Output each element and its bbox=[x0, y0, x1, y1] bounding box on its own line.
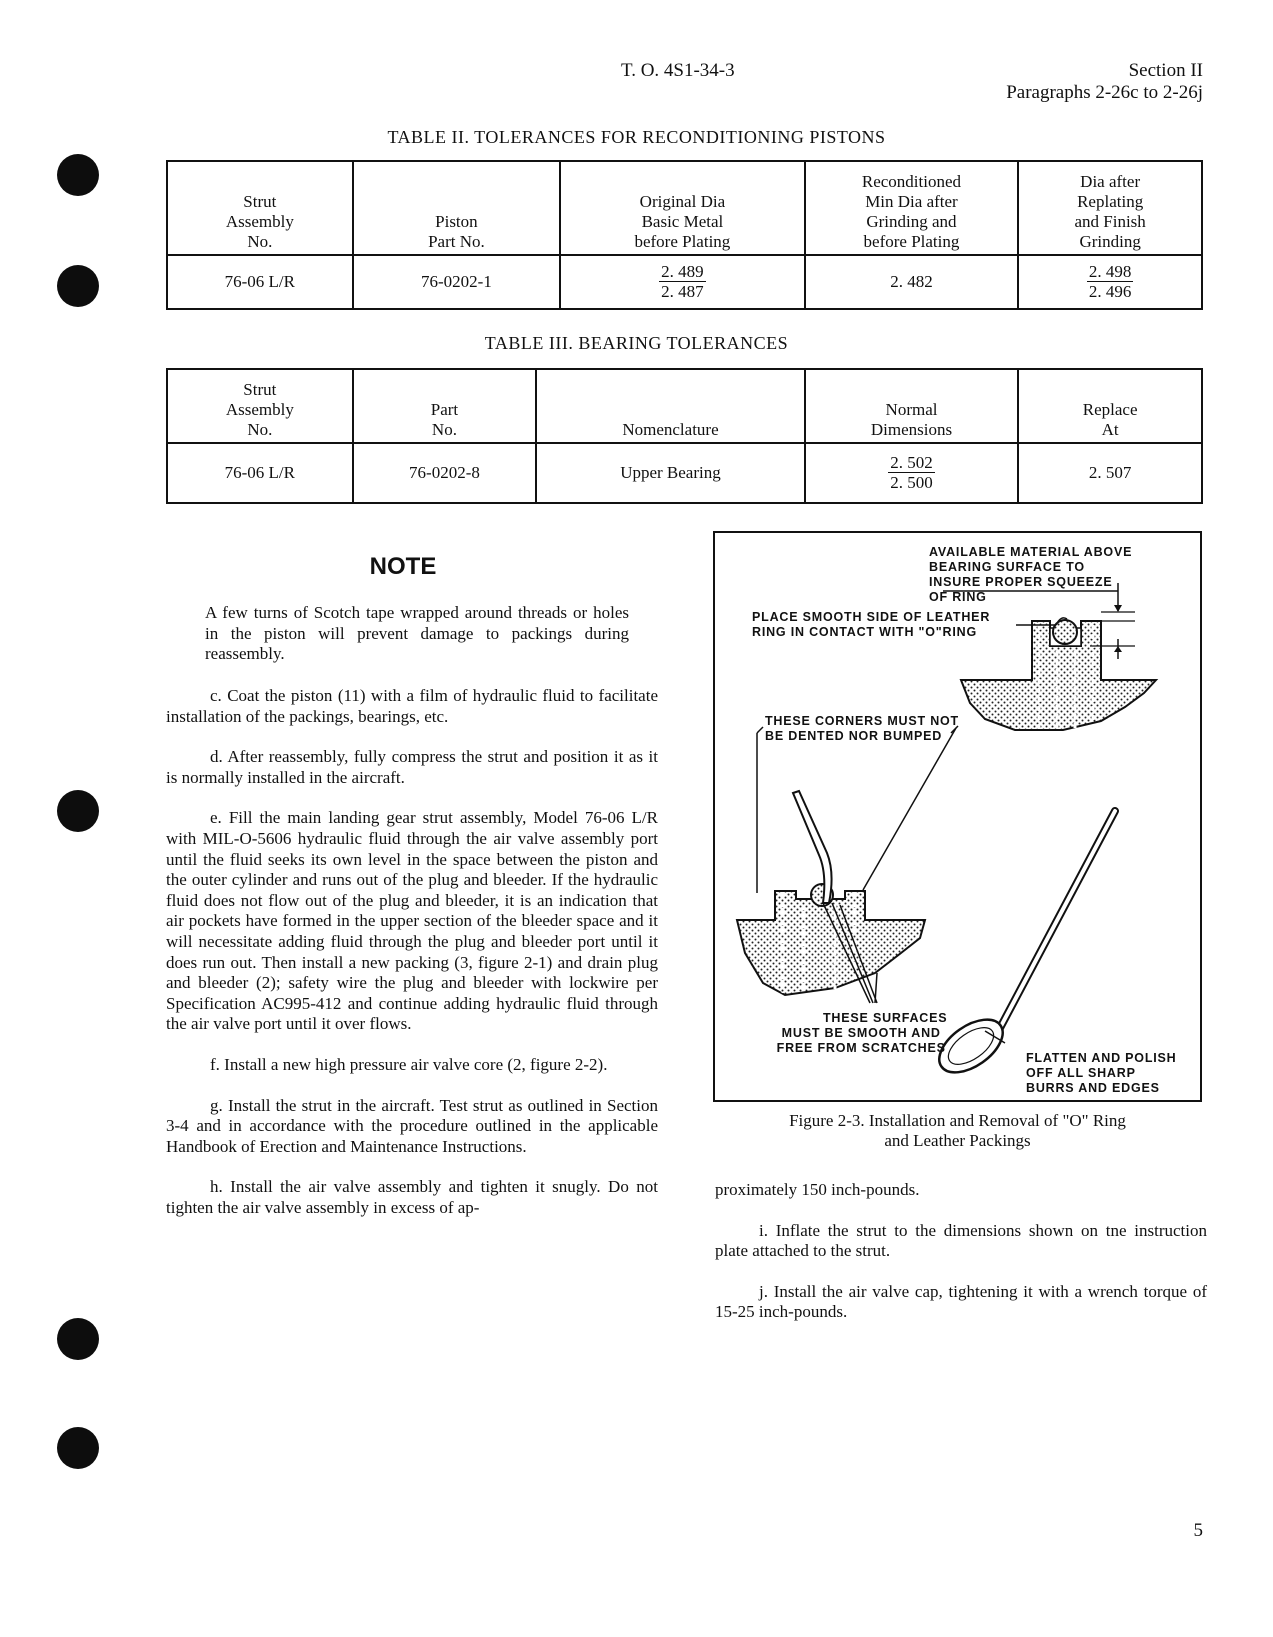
reconditioned-cell: 2. 482 bbox=[805, 255, 1019, 309]
paragraph-e: e. Fill the main landing gear strut assembly, Model 76-06 L/R with MIL-O-5606 hydraulic fluid through the air valve assembly port until the fluid seeks its own level in the space between the piston and the outer cylinder and runs out of the plug and bleeder. If the hydraulic fluid does not flow out of the plug and bleeder, it is an indication that air pockets have formed in the upper section of the bleeder space and it will necessitate adding fluid through the plug and bleeder port until it does run out. Then install a new packing (3, figure 2-1) and drain plug and bleeder (2); safety wire the plug and bleeder with lockwire per Specification AC995-412 and continue adding hydraulic fluid through the air valve port until it over flows. bbox=[166, 808, 658, 1034]
table-iii-title: TABLE III. BEARING TOLERANCES bbox=[484, 333, 789, 353]
header-cell: Nomenclature bbox=[536, 369, 804, 443]
header-cell: Part No. bbox=[353, 369, 537, 443]
label-corners: THESE CORNERS MUST NOT BE DENTED NOR BUMPED bbox=[765, 714, 959, 743]
binder-hole bbox=[57, 1427, 99, 1469]
o-ring-groove-detail bbox=[943, 583, 1156, 730]
paragraph-d: d. After reassembly, fully compress the strut and position it as it is normally installed in the aircraft. bbox=[166, 747, 658, 787]
table-ii bbox=[166, 160, 1203, 310]
page-number: 5 bbox=[1193, 1520, 1203, 1541]
paragraph-h-continued: proximately 150 inch-pounds. bbox=[715, 1180, 920, 1199]
polishing-tool bbox=[930, 811, 1115, 1083]
note-title: NOTE bbox=[369, 553, 437, 580]
header-cell: Dia after Replating and Finish Grinding bbox=[1018, 161, 1202, 255]
doc-number: T. O. 4S1-34-3 bbox=[621, 60, 735, 81]
table-row bbox=[167, 443, 1202, 503]
label-available-material: AVAILABLE MATERIAL ABOVE BEARING SURFACE TO INSURE PROPER SQUEEZE OF RING bbox=[929, 545, 1133, 604]
original-dia-cell: $\frac{2. 489}{2. 487}$ bbox=[560, 255, 804, 309]
paragraph-g: g. Install the strut in the aircraft. Test strut as outlined in Section 3-4 and in accordance with the procedure outlined in the applicable Handbook of Erection and Maintenance Instructions. bbox=[166, 1095, 658, 1156]
header-cell: Normal Dimensions bbox=[805, 369, 1019, 443]
replace-at-cell: 2. 507 bbox=[1018, 443, 1202, 503]
binder-hole bbox=[57, 1318, 99, 1360]
label-surfaces: THESE SURFACES MUST BE SMOOTH AND FREE FROM SCRATCHES bbox=[776, 1011, 948, 1055]
paragraph-j: j. Install the air valve cap, tightening it with a wrench torque of 15-25 inch-pounds. bbox=[715, 1281, 1207, 1322]
header-cell: Replace At bbox=[1018, 369, 1202, 443]
paragraph-c: c. Coat the piston (11) with a film of hydraulic fluid to facilitate installation of the packings, bearings, etc. bbox=[166, 686, 658, 726]
leather-packing-detail bbox=[737, 726, 958, 1003]
table-ii-title: TABLE II. TOLERANCES FOR RECONDITIONING PISTONS bbox=[387, 127, 886, 147]
header-cell: Strut Assembly No. bbox=[167, 369, 353, 443]
table-iii bbox=[166, 368, 1203, 504]
binder-hole bbox=[57, 265, 99, 307]
right-column bbox=[715, 1180, 1207, 1343]
part-cell: 76-0202-8 bbox=[353, 443, 537, 503]
table-header-row bbox=[167, 369, 1202, 443]
left-column bbox=[166, 686, 658, 1238]
binder-hole bbox=[57, 154, 99, 196]
normal-dimensions-cell: $\frac{2. 502}{2. 500}$ bbox=[805, 443, 1019, 503]
figure-2-3 bbox=[713, 531, 1202, 1102]
binder-hole bbox=[57, 790, 99, 832]
piston-cell: 76-0202-1 bbox=[353, 255, 561, 309]
header-cell: Original Dia Basic Metal before Plating bbox=[560, 161, 804, 255]
after-replating-cell: $\frac{2. 498}{2. 496}$ bbox=[1018, 255, 1202, 309]
paragraphs-label: Paragraphs 2-26c to 2-26j bbox=[1006, 82, 1203, 103]
paragraph-f: f. Install a new high pressure air valve core (2, figure 2-2). bbox=[210, 1054, 608, 1074]
table-row bbox=[167, 255, 1202, 309]
strut-cell: 76-06 L/R bbox=[167, 443, 353, 503]
header-cell: Reconditioned Min Dia after Grinding and before Plating bbox=[805, 161, 1019, 255]
figure-caption: Figure 2-3. Installation and Removal of "O" Ring and Leather Packings bbox=[789, 1111, 1126, 1150]
nomenclature-cell: Upper Bearing bbox=[536, 443, 804, 503]
header-cell: Strut Assembly No. bbox=[167, 161, 353, 255]
label-place-smooth-side: PLACE SMOOTH SIDE OF LEATHER RING IN CONTACT WITH "O"RING bbox=[752, 610, 991, 639]
section-label: Section II bbox=[1128, 60, 1203, 81]
strut-cell: 76-06 L/R bbox=[167, 255, 353, 309]
table-header-row bbox=[167, 161, 1202, 255]
paragraph-i: i. Inflate the strut to the dimensions shown on tne instruction plate attached to the strut. bbox=[715, 1220, 1207, 1261]
label-flatten-polish: FLATTEN AND POLISH OFF ALL SHARP BURRS AND EDGES bbox=[1026, 1051, 1177, 1095]
paragraph-h: h. Install the air valve assembly and tighten it snugly. Do not tighten the air valve assembly in excess of ap- bbox=[166, 1177, 658, 1217]
note-text: A few turns of Scotch tape wrapped around threads or holes in the piston will prevent damage to packings during reassembly. bbox=[205, 603, 629, 664]
header-cell: Piston Part No. bbox=[353, 161, 561, 255]
